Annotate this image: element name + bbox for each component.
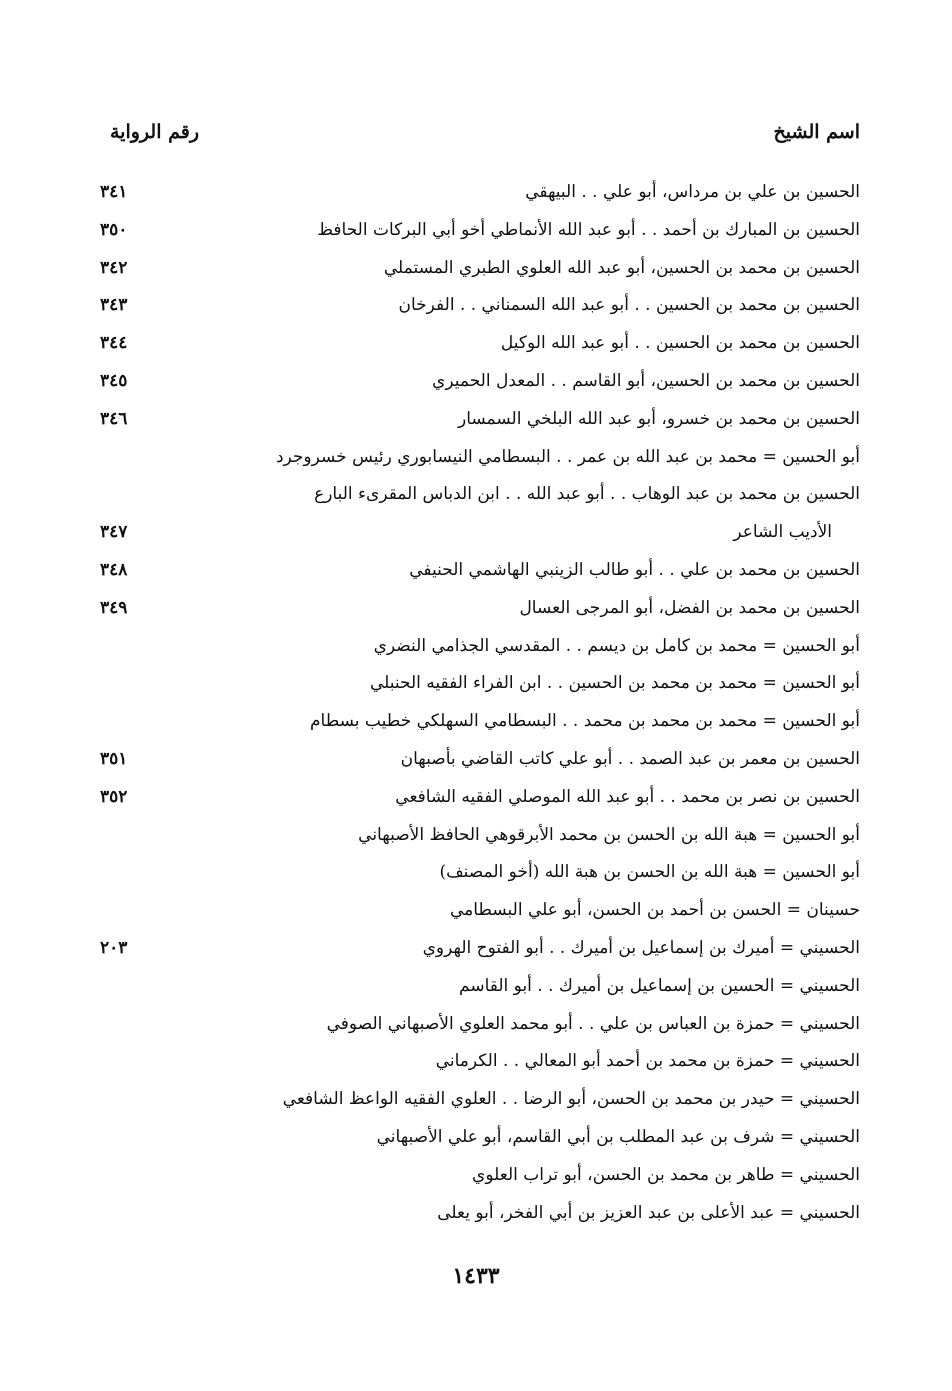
shaykh-name: الحسين بن معمر بن عبد الصمد . . أبو علي كاتب القاضي بأصبهان bbox=[400, 748, 860, 769]
shaykh-name: الحسين بن نصر بن محمد . . أبو عبد الله الموصلي الفقيه الشافعي bbox=[395, 786, 860, 807]
index-row bbox=[100, 896, 860, 934]
index-row bbox=[100, 934, 860, 972]
index-row bbox=[100, 632, 860, 670]
index-row bbox=[100, 443, 860, 481]
name-column-header: اسم الشيخ bbox=[773, 121, 860, 143]
page-number: ١٤٣٣ bbox=[452, 1263, 500, 1289]
shaykh-name: الحسيني = أميرك بن إسماعيل بن أميرك . . أبو الفتوح الهروي bbox=[422, 937, 860, 958]
index-row bbox=[100, 858, 860, 896]
index-row bbox=[100, 783, 860, 821]
shaykh-name: أبو الحسين = محمد بن محمد بن الحسين . . ابن الفراء الفقيه الحنبلي bbox=[369, 673, 860, 694]
index-row bbox=[100, 405, 860, 443]
index-row bbox=[100, 254, 860, 292]
narration-number: ٣٥٢ bbox=[100, 786, 128, 807]
shaykh-name: الحسين بن محمد بن الفضل، أبو المرجى العسال bbox=[519, 597, 860, 618]
shaykh-name: أبو الحسين = محمد بن كامل بن ديسم . . المقدسي الجذامي النضري bbox=[373, 635, 860, 656]
shaykh-name: الحسيني = شرف بن عبد المطلب بن أبي القاسم، أبو علي الأصبهاني bbox=[376, 1126, 860, 1147]
narration-number: ٣٤٨ bbox=[100, 559, 128, 580]
shaykh-name: الحسين بن محمد بن خسرو، أبو عبد الله البلخي السمسار bbox=[457, 408, 860, 429]
shaykh-name: الحسيني = عبد الأعلى بن عبد العزيز بن أبي الفخر، أبو يعلى bbox=[437, 1202, 860, 1223]
shaykh-name: أبو الحسين = محمد بن محمد بن محمد . . البسطامي السهلكي خطيب بسطام bbox=[309, 711, 860, 732]
narration-number: ٣٤٩ bbox=[100, 597, 128, 618]
index-row bbox=[100, 594, 860, 632]
shaykh-name: الحسين بن محمد بن الحسين، أبو عبد الله العلوي الطبري المستملي bbox=[383, 257, 860, 278]
shaykh-name: الحسين بن محمد بن الحسين، أبو القاسم . . المعدل الحميري bbox=[432, 370, 860, 391]
shaykh-name: الحسين بن محمد بن عبد الوهاب . . أبو عبد الله . . ابن الدباس المقرىء البارع bbox=[314, 484, 860, 505]
index-row bbox=[100, 367, 860, 405]
narration-number: ٣٤٧ bbox=[100, 522, 128, 543]
narration-number: ٢٠٣ bbox=[100, 937, 128, 958]
index-row bbox=[100, 1161, 860, 1199]
index-row bbox=[100, 216, 860, 254]
shaykh-name: حسينان = الحسن بن أحمد بن الحسن، أبو علي البسطامي bbox=[449, 900, 860, 921]
narration-number: ٣٤٥ bbox=[100, 370, 128, 391]
narration-number: ٣٤٣ bbox=[100, 295, 128, 316]
index-row bbox=[100, 1199, 860, 1237]
narration-number: ٣٤٦ bbox=[100, 408, 128, 429]
index-row bbox=[100, 480, 860, 518]
shaykh-name: الحسيني = الحسين بن إسماعيل بن أميرك . . أبو القاسم bbox=[459, 975, 860, 996]
narration-number: ٣٥٠ bbox=[100, 219, 128, 240]
shaykh-name: الحسيني = حمزة بن محمد بن أحمد أبو المعالي . . الكرماني bbox=[435, 1051, 860, 1072]
shaykh-name: الحسين بن محمد بن الحسين . . أبو عبد الله السمناني . . الفرخان bbox=[398, 295, 860, 316]
shaykh-name: أبو الحسين = محمد بن عبد الله بن عمر . . البسطامي النيسابوري رئيس خسروجرد bbox=[275, 446, 860, 467]
index-row bbox=[100, 1047, 860, 1085]
number-column-header: رقم الرواية bbox=[110, 121, 199, 143]
shaykh-name: الحسيني = حمزة بن العباس بن علي . . أبو محمد العلوي الأصبهاني الصوفي bbox=[326, 1013, 860, 1034]
shaykh-name: أبو الحسين = هبة الله بن الحسن بن محمد الأبرقوهي الحافظ الأصبهاني bbox=[358, 824, 860, 845]
index-row bbox=[100, 329, 860, 367]
index-row bbox=[100, 707, 860, 745]
shaykh-name: الحسين بن محمد بن علي . . أبو طالب الزينبي الهاشمي الحنيفي bbox=[409, 559, 860, 580]
shaykh-name: الحسين بن محمد بن الحسين . . أبو عبد الله الوكيل bbox=[500, 333, 860, 354]
narration-number: ٣٤٤ bbox=[100, 333, 128, 354]
shaykh-name: أبو الحسين = هبة الله بن الحسن بن هبة الله (أخو المصنف) bbox=[439, 862, 860, 883]
index-list bbox=[100, 178, 860, 1236]
index-row bbox=[100, 556, 860, 594]
index-row bbox=[100, 1123, 860, 1161]
shaykh-name: الحسيني = حيدر بن محمد بن الحسن، أبو الرضا . . العلوي الفقيه الواعظ الشافعي bbox=[282, 1089, 860, 1110]
index-row bbox=[100, 1010, 860, 1048]
shaykh-name: الحسين بن المبارك بن أحمد . . أبو عبد الله الأنماطي أخو أبي البركات الحافظ bbox=[317, 219, 860, 240]
narration-number: ٣٥١ bbox=[100, 748, 128, 769]
index-row bbox=[100, 178, 860, 216]
shaykh-name: الأديب الشاعر bbox=[733, 522, 832, 543]
index-row bbox=[100, 1085, 860, 1123]
index-row bbox=[100, 745, 860, 783]
shaykh-name: الحسيني = طاهر بن محمد بن الحسن، أبو تراب العلوي bbox=[472, 1164, 860, 1185]
narration-number: ٣٤٢ bbox=[100, 257, 128, 278]
index-row bbox=[100, 972, 860, 1010]
narration-number: ٣٤١ bbox=[100, 182, 128, 202]
column-header bbox=[110, 121, 860, 151]
index-row bbox=[100, 821, 860, 859]
shaykh-name: الحسين بن علي بن مرداس، أبو علي . . البيهقي bbox=[525, 182, 860, 202]
index-row bbox=[100, 518, 860, 556]
index-row bbox=[100, 669, 860, 707]
index-row bbox=[100, 291, 860, 329]
